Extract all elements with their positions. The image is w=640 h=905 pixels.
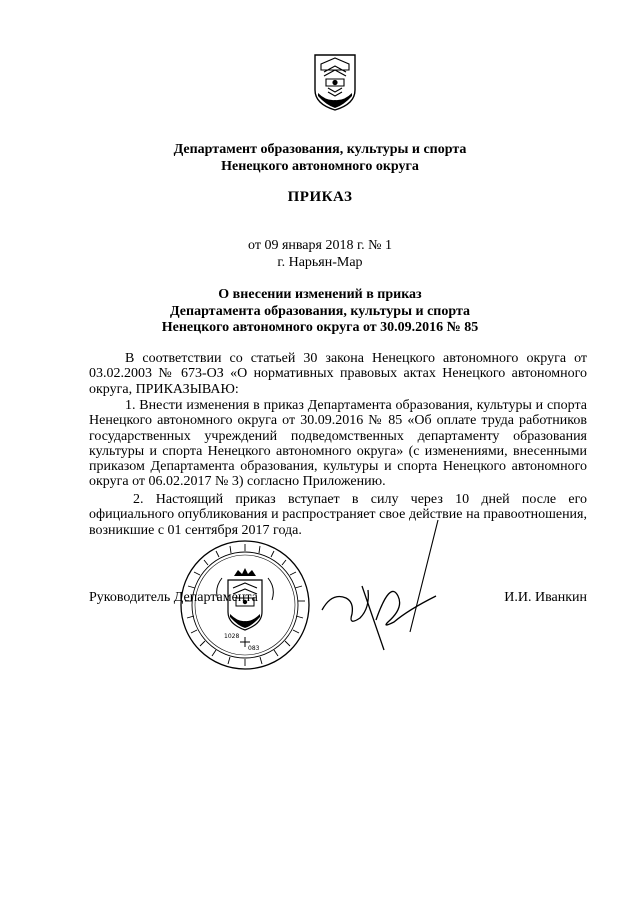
subject-line-1: О внесении изменений в приказ (218, 287, 422, 302)
organization-name (0, 141, 640, 175)
order-item-1 (89, 398, 587, 490)
signatory-name: И.И. Иванкин (504, 590, 587, 605)
document-subject (0, 287, 640, 337)
org-line-1: Департамент образования, культуры и спорта (173, 142, 467, 157)
document-date: от 09 января 2018 г. № 1 (248, 238, 392, 253)
order-item-1-text: 1. Внести изменения в приказ Департамента образования, культуры и спорта Ненецкого автономного округа от 30.09.2016 № 85 «Об оплате труда работников государственных учреждений подведомственных департаменту образования культуры и спорта Ненецкого автономного округа» (с изменениями, внесенными приказом Департамента образования, культуры и спорта Ненецкого автономного округа от 06.02.2017 № 3) согласно Приложению. (89, 398, 587, 490)
handwritten-signature-icon (318, 510, 448, 660)
preamble-paragraph (89, 351, 587, 397)
document-meta (0, 237, 640, 271)
order-item-2-text: 2. Настоящий приказ вступает в силу через 10 дней после его официального опубликования и распространяет свое действие на правоотношения, возникшие с 01 сентября 2017 года. (89, 492, 587, 538)
svg-text:1028: 1028 (224, 633, 240, 640)
coat-of-arms-icon (312, 52, 358, 112)
document-type: ПРИКАЗ (287, 189, 353, 205)
subject-line-2: Департамента образования, культуры и спорта (170, 303, 470, 319)
document-place: г. Нарьян-Мар (277, 255, 363, 270)
subject-line-3: Ненецкого автономного округа от 30.09.2016 № 85 (161, 320, 479, 335)
signatory-title: Руководитель Департамента (89, 590, 258, 605)
svg-text:083: 083 (248, 645, 260, 652)
org-line-2: Ненецкого автономного округа (221, 159, 419, 174)
preamble-text: В соответствии со статьей 30 закона Ненецкого автономного округа от 03.02.2003 № 673-ОЗ «О нормативных правовых актах Ненецкого автономного округа, ПРИКАЗЫВАЮ: (89, 351, 587, 397)
